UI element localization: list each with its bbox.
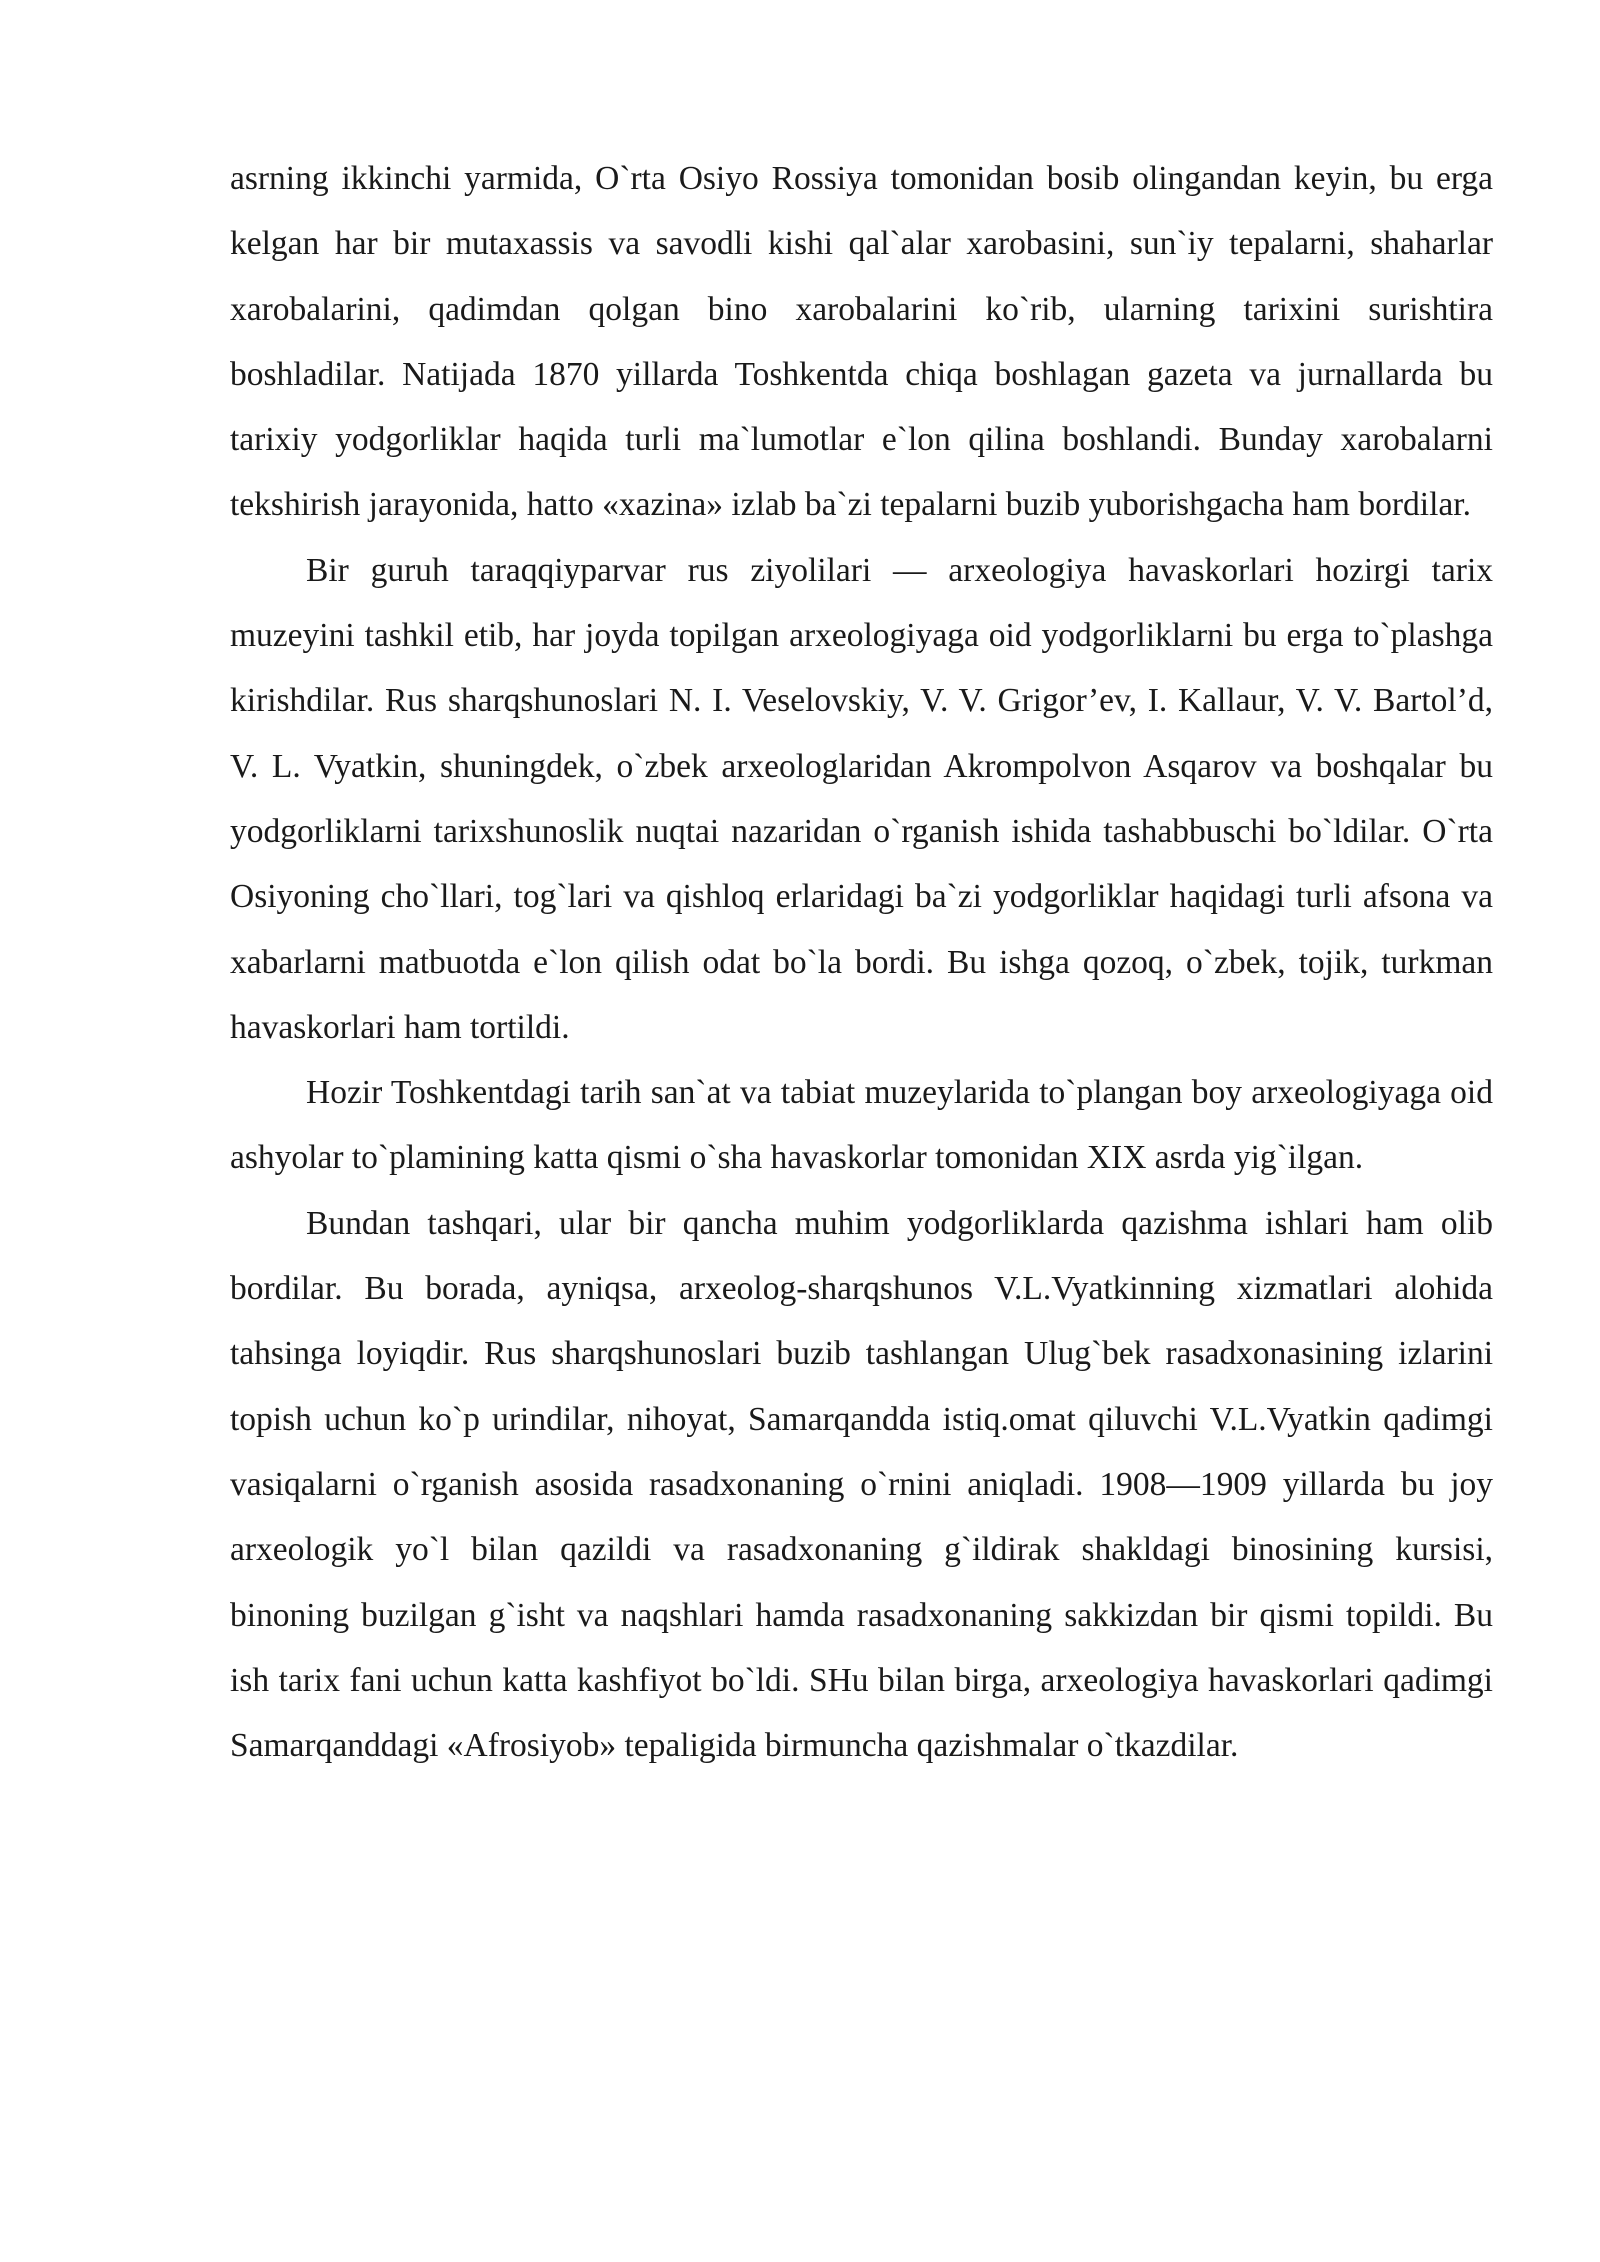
- paragraph-archaeology-enthusiasts: Bir guruh taraqqiyparvar rus ziyolilari — arxeologiya havaskorlari hozirgi tarix muzeyini tashkil etib, har joyda topilgan arxeologiyaga oid yodgorliklarni bu erga to`plashga kirishdilar. Rus sharqshunoslari N. I. Veselovskiy, V. V. Grigor’ev, I. Kallaur, V. V. Bartol’d, V. L. Vyatkin, shuningdek, o`zbek arxeologlaridan Akrompolvon Asqarov va boshqalar bu yodgorliklarni tarixshunoslik nuqtai nazaridan o`rganish ishida tashabbuschi bo`ldilar. O`rta Osiyoning cho`llari, tog`lari va qishloq erlaridagi ba`zi yodgorliklar haqidagi turli afsona va xabarlarni matbuotda e`lon qilish odat bo`la bordi. Bu ishga qozoq, o`zbek, tojik, turkman havaskorlari ham tortildi.: [230, 551, 1493, 1046]
- document-body: [230, 146, 1493, 1778]
- paragraph-museum-collections: Hozir Toshkentdagi tarih san`at va tabiat muzeylarida to`plangan boy arxeologiyaga oid ashyolar to`plamining katta qismi o`sha havaskorlar tomonidan XIX asrda yig`ilgan.: [230, 1074, 1493, 1177]
- paragraph-excavations: Bundan tashqari, ular bir qancha muhim yodgorliklarda qazishma ishlari ham olib bordilar. Bu borada, ayniqsa, arxeolog-sharqshunos V.L.Vyatkinning xizmatlari alohida tahsinga loyiqdir. Rus sharqshunoslari buzib tashlangan Ulug`bek rasadxonasining izlarini topish uchun ko`p urindilar, nihoyat, Samarqandda istiq.omat qiluvchi V.L.Vyatkin qadimgi vasiqalarni o`rganish asosida rasadxonaning o`rnini aniqladi. 1908—1909 yillarda bu joy arxeologik yo`l bilan qazildi va rasadxonaning g`ildirak shakldagi binosining kursisi, binoning buzilgan g`isht va naqshlari hamda rasadxonaning sakkizdan bir qismi topildi. Bu ish tarix fani uchun katta kashfiyot bo`ldi. SHu bilan birga, arxeologiya havaskorlari qadimgi Samarqanddagi «Afrosiyob» tepaligida birmuncha qazishmalar o`tkazdilar.: [230, 1204, 1493, 1765]
- paragraph-continued: asrning ikkinchi yarmida, O`rta Osiyo Rossiya tomonidan bosib olingandan keyin, bu erga kelgan har bir mutaxassis va savodli kishi qal`alar xarobasini, sun`iy tepalarni, shaharlar xarobalarini, qadimdan qolgan bino xarobalarini ko`rib, ularning tarixini surishtira boshladilar. Natijada 1870 yillarda Toshkentda chiqa boshlagan gazeta va jurnallarda bu tarixiy yodgorliklar haqida turli ma`lumotlar e`lon qilina boshlandi. Bunday xarobalarni tekshirish jarayonida, hatto «xazina» izlab ba`zi tepalarni buzib yuborishgacha ham bordilar.: [230, 160, 1493, 524]
